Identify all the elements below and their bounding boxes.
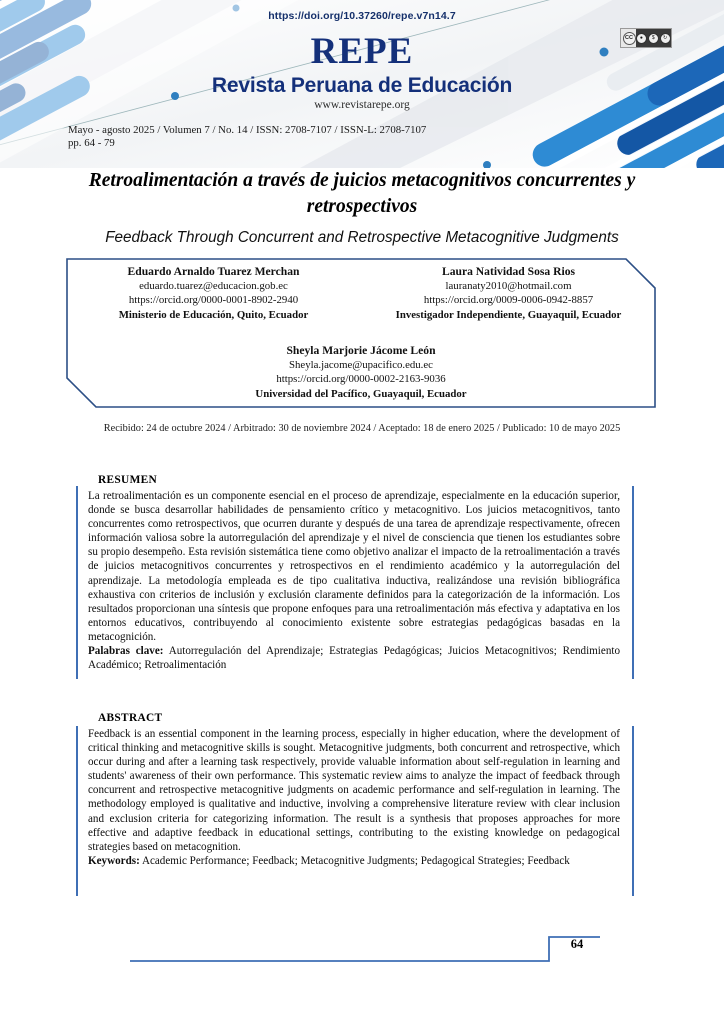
abstract-keywords-line bbox=[88, 854, 620, 868]
doi-link[interactable]: https://doi.org/10.37260/repe.v7n14.7 bbox=[268, 10, 456, 22]
resumen-keywords-label: Palabras clave: bbox=[88, 645, 164, 658]
author-name: Sheyla Marjorie Jácome León bbox=[286, 344, 436, 357]
page-number: 64 bbox=[570, 937, 584, 951]
resumen-keywords-line bbox=[88, 644, 620, 672]
page-footer bbox=[0, 915, 724, 975]
resumen-heading: RESUMEN bbox=[98, 474, 158, 486]
author-orcid[interactable]: https://orcid.org/0000-0001-8902-2940 bbox=[128, 294, 299, 307]
cc-badge-body bbox=[636, 29, 672, 47]
author-name: Eduardo Arnaldo Tuarez Merchan bbox=[127, 265, 300, 278]
author-orcid[interactable]: https://orcid.org/0000-0002-2163-9036 bbox=[276, 373, 446, 386]
cc-sa-icon: ↻ bbox=[660, 33, 671, 44]
author-orcid[interactable]: https://orcid.org/0009-0006-0942-8857 bbox=[423, 294, 594, 307]
author-entry-1 bbox=[66, 265, 361, 322]
issue-information: Mayo - agosto 2025 / Volumen 7 / No. 14 / ISSN: 2708-7107 / ISSN-L: 2708-7107 bbox=[68, 124, 427, 136]
creative-commons-badge[interactable] bbox=[620, 28, 672, 48]
article-title-spanish: Retroalimentación a través de juicios metacognitivos concurrentes y retrospectivos bbox=[88, 170, 636, 217]
footer-rule bbox=[0, 915, 724, 975]
author-entry-2 bbox=[361, 265, 656, 322]
abstract-body: Feedback is an essential component in the learning process, especially in higher education, where the development of critical thinking and metacognitive skills is sought. Metacognitive judgments, both concurrent and retrospective, which occur during and after a learning task respectively, provide valuable information about self-regulation in learning and students' awareness of their own performance. This systematic review aims to analyze the impact of feedback through concurrent and retrospective metacognitive judgments on academic performance and self-regulation in learning. The methodology employed is qualitative and inductive, involving a comprehensive literature review with clear inclusion and exclusion criteria for categorizing information. The result is a synthesis that proposes approaches for more effective and adaptive feedback in educational settings, contributing to the existing knowledge on pedagogical strategies based on metacognition. bbox=[88, 728, 620, 853]
publication-dates: Recibido: 24 de octubre 2024 / Arbitrado: 30 de noviembre 2024 / Aceptado: 18 de enero 2025 / Publicado: 10 de mayo 2025 bbox=[103, 423, 621, 434]
abstract-rule-right bbox=[632, 726, 634, 896]
author-information-box bbox=[66, 258, 656, 408]
journal-acronym: REPE bbox=[310, 31, 414, 72]
author-name: Laura Natividad Sosa Rios bbox=[441, 265, 576, 278]
author-row-top bbox=[66, 265, 656, 322]
header-banner bbox=[0, 0, 724, 168]
author-affiliation: Universidad del Pacífico, Guayaquil, Ecuador bbox=[255, 387, 467, 400]
author-email[interactable]: lauranaty2010@hotmail.com bbox=[445, 280, 572, 293]
abstract-rule-left bbox=[76, 726, 78, 896]
author-email[interactable]: eduardo.tuarez@educacion.gob.ec bbox=[139, 280, 288, 293]
author-email[interactable]: Sheyla.jacome@upacifico.edu.ec bbox=[289, 359, 433, 372]
abstract-keywords: Academic Performance; Feedback; Metacognitive Judgments; Pedagogical Strategies; Feedback bbox=[141, 854, 570, 867]
resumen-section bbox=[88, 474, 620, 672]
journal-website[interactable]: www.revistarepe.org bbox=[314, 99, 410, 111]
author-entry-3 bbox=[66, 344, 656, 401]
author-affiliation: Investigador Independiente, Guayaquil, Ecuador bbox=[395, 308, 622, 321]
journal-name: Revista Peruana de Educación bbox=[211, 74, 513, 97]
article-title-english: Feedback Through Concurrent and Retrospective Metacognitive Judgments bbox=[105, 229, 619, 246]
abstract-section bbox=[88, 712, 620, 868]
resumen-rule-left bbox=[76, 486, 78, 679]
author-affiliation: Ministerio de Educación, Quito, Ecuador bbox=[118, 308, 309, 321]
cc-by-icon: ● bbox=[636, 33, 647, 44]
page-range: pp. 64 - 79 bbox=[68, 137, 115, 149]
abstract-keywords-label: Keywords: bbox=[88, 854, 140, 867]
cc-icon: CC bbox=[623, 32, 636, 45]
cc-nc-icon: $ bbox=[648, 33, 659, 44]
abstract-heading: ABSTRACT bbox=[98, 712, 163, 724]
resumen-rule-right bbox=[632, 486, 634, 679]
resumen-keywords: Autorregulación del Aprendizaje; Estrategias Pedagógicas; Juicios Metacognitivos; Rendimiento Académico; Retroalimentación bbox=[88, 645, 620, 672]
resumen-body: La retroalimentación es un componente esencial en el proceso de aprendizaje, especialmente en la educación superior, donde se busca desarrollar habilidades de pensamiento crítico y metacognitivo. Los juicios metacognitivos, tanto concurrentes como retrospectivos, que ocurren durante y después de una tarea de aprendizaje respectivamente, ofrecen información valiosa sobre la autorregulación del aprendizaje y el nivel de consciencia que tienen los estudiantes sobre su propio desempeño. Esta revisión sistemática tiene como objetivo analizar el impacto de la retroalimentación a través de juicios metacognitivos concurrentes y retrospectivos en el rendimiento académico y la autorregulación del aprendizaje. La metodología empleada es de tipo cualitativa inductiva, realizándose una revisión bibliográfica exhaustiva con criterios de inclusión y exclusión claramente definidos para la categorización de la información. Los resultados proporcionan una síntesis que propone enfoques para una retroalimentación más efectiva y adaptativa en los entornos educativos, contribuyendo al conocimiento existente sobre estrategias pedagógicas basadas en la metacognición. bbox=[88, 490, 620, 643]
